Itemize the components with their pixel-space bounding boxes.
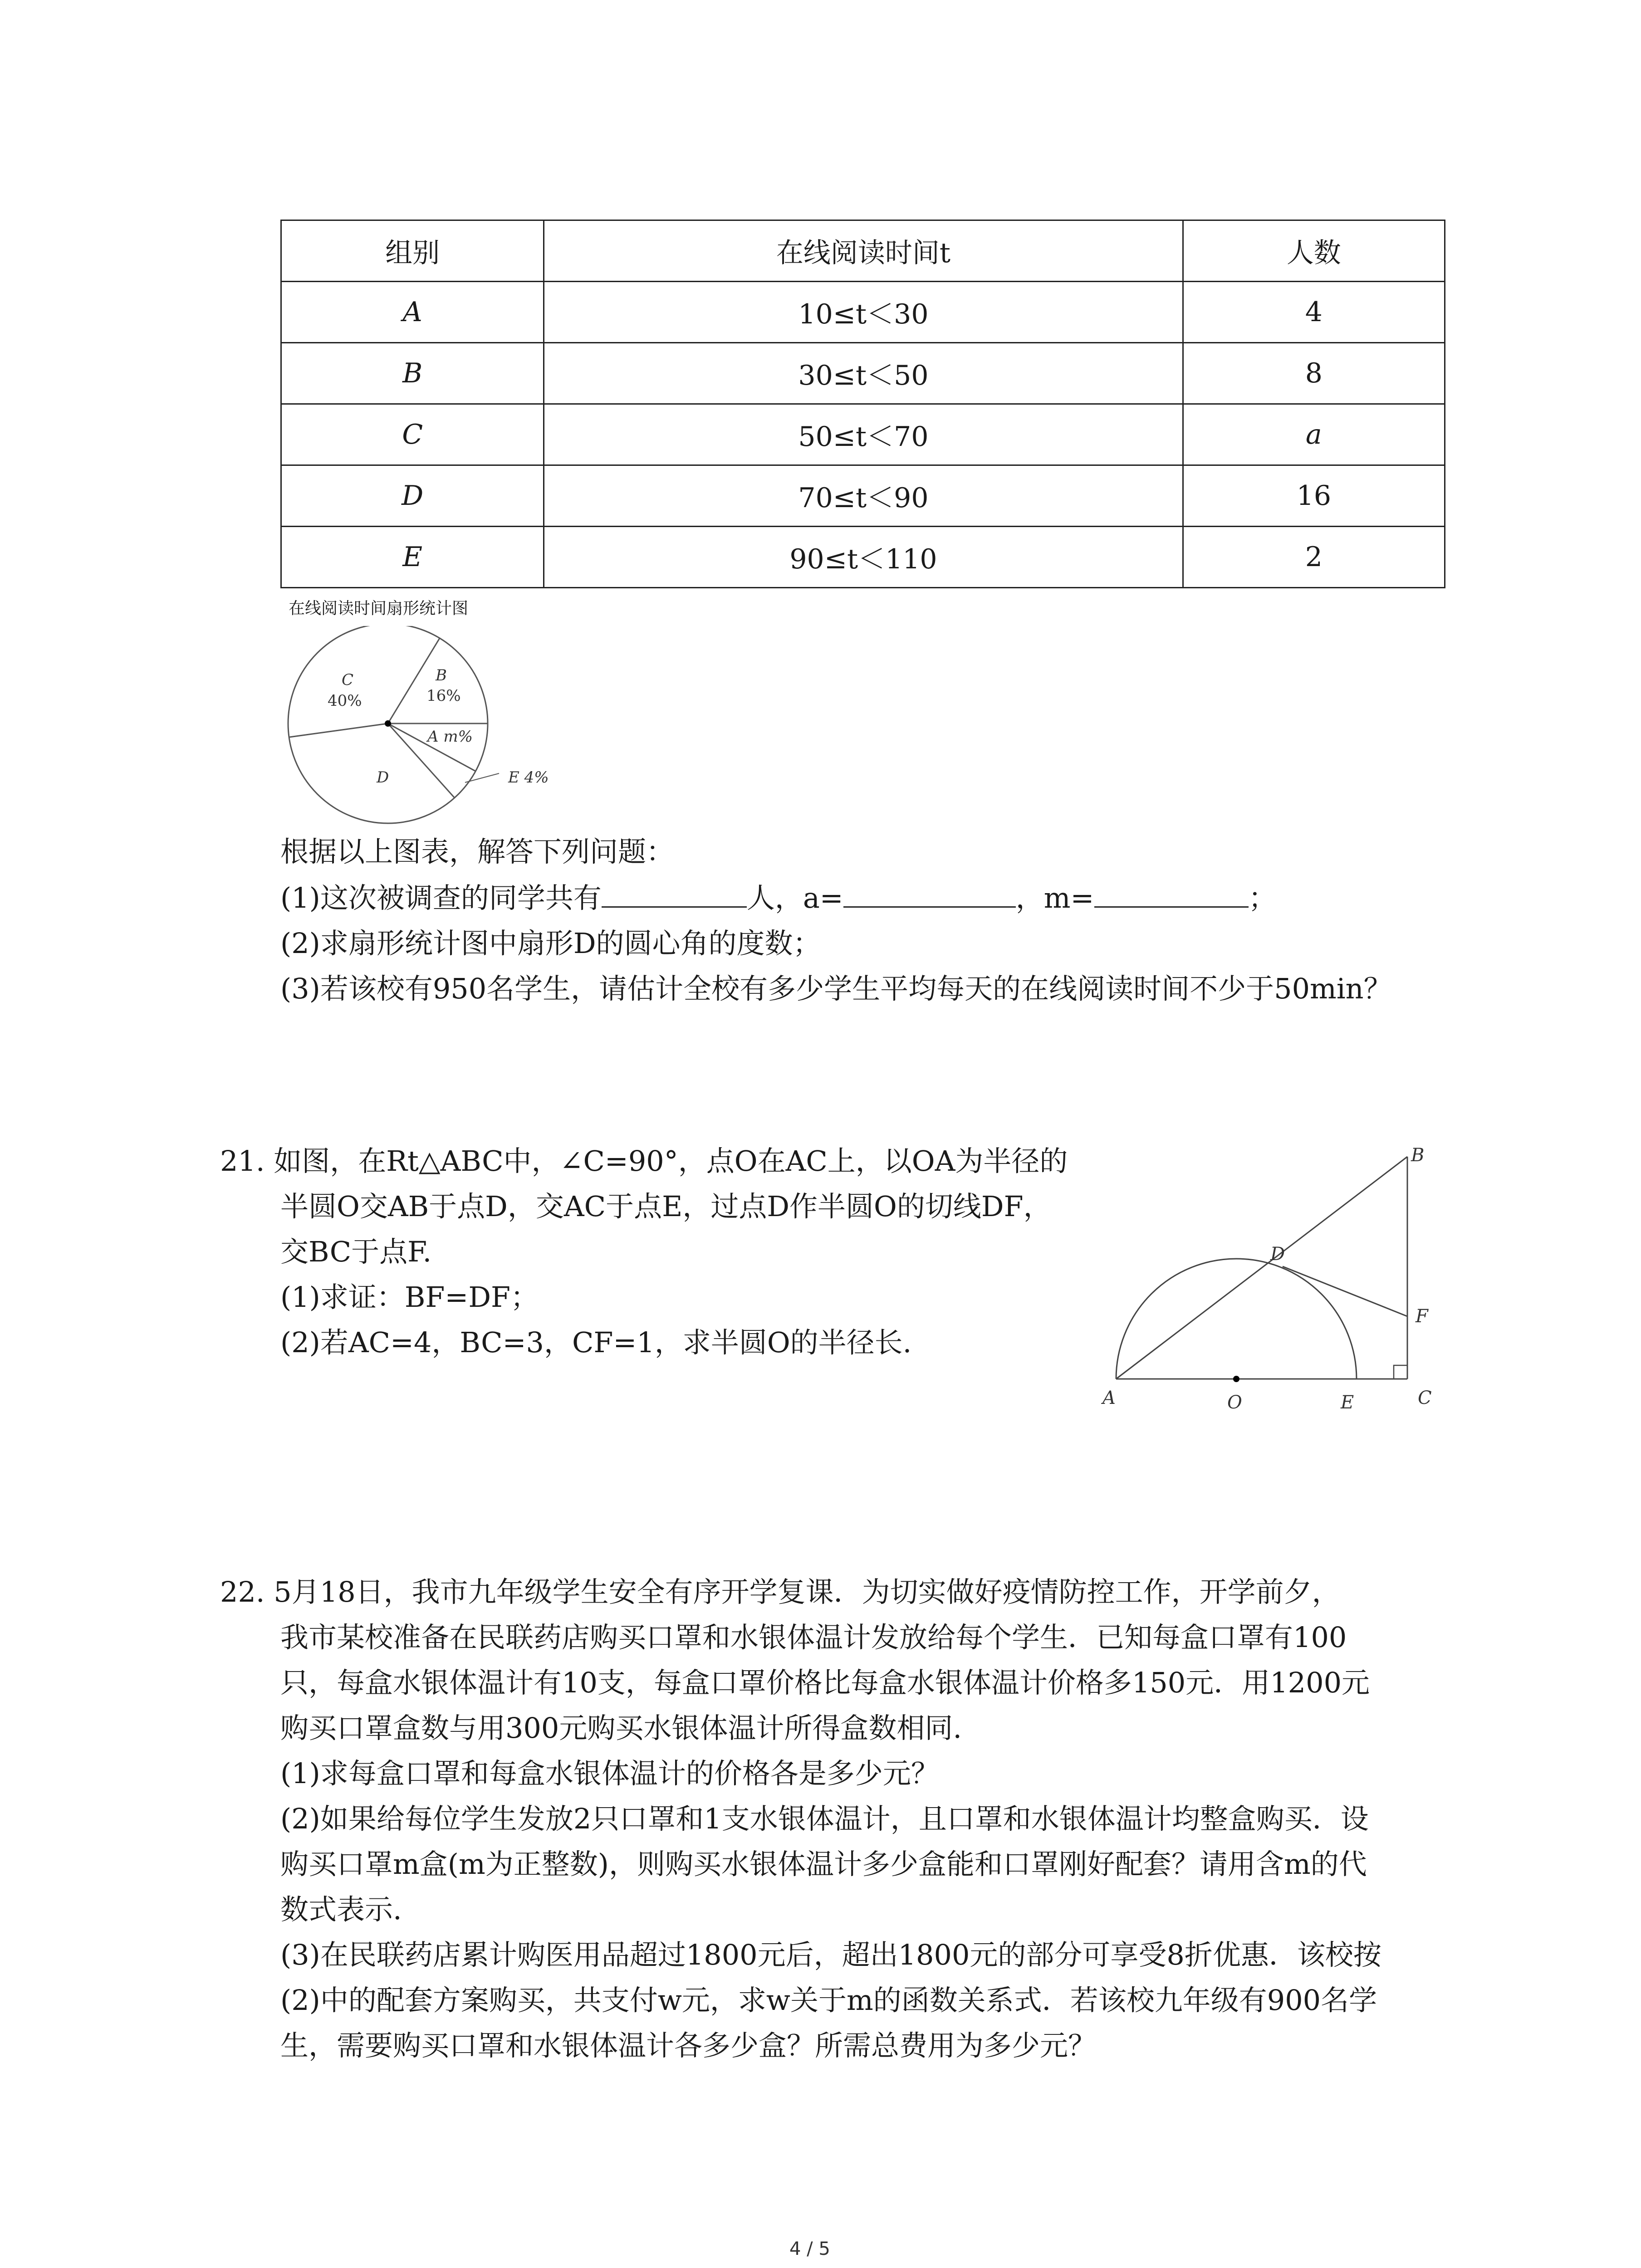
q20-part1-text: (1)这次被调查的同学共有 xyxy=(280,881,602,914)
point-label-e: E xyxy=(1341,1392,1354,1413)
q22-line: 22. 5月18日，我市九年级学生安全有序开学复课．为切实做好疫情防控工作，开学前夕， xyxy=(220,1575,1340,1608)
q22-part3: (3)在民联药店累计购医用品超过1800元后，超出1800元的部分可享受8折优惠．该校按 xyxy=(280,1938,1381,1971)
table-cell-range: 70≤t＜90 xyxy=(544,465,1183,527)
q22-line: 数式表示. xyxy=(280,1893,402,1926)
table-cell-count: 4 xyxy=(1183,282,1445,343)
center-point-o xyxy=(1233,1376,1239,1382)
table-row xyxy=(281,465,1445,527)
q20-part1-text: ，m= xyxy=(1015,881,1094,914)
table-row xyxy=(281,343,1445,404)
q20-part1-text: 人，a= xyxy=(746,881,843,914)
table-cell-count: 8 xyxy=(1183,343,1445,404)
table-cell-count: a xyxy=(1183,404,1445,465)
q22-line: 购买口罩m盒(m为正整数)，则购买水银体温计多少盒能和口罩刚好配套？请用含m的代 xyxy=(280,1848,1367,1881)
page-number: 4 / 5 xyxy=(789,2239,830,2259)
table-cell-count: 2 xyxy=(1183,527,1445,588)
q22-line: 生，需要购买口罩和水银体温计各多少盒？所需总费用为多少元？ xyxy=(280,2029,1097,2062)
pie-leader-line xyxy=(465,773,499,782)
pie-label-b: B xyxy=(436,666,447,684)
q20-part2: (2)求扇形统计图中扇形D的圆心角的度数； xyxy=(280,927,821,960)
pie-label-a: A m% xyxy=(427,728,473,746)
table-cell-range: 50≤t＜70 xyxy=(544,404,1183,465)
pie-chart xyxy=(281,626,608,835)
q20-part3: (3)若该校有950名学生，请估计全校有多少学生平均每天的在线阅读时间不少于50min？ xyxy=(280,972,1392,1005)
q21-part1: (1)求证：BF=DF； xyxy=(280,1281,539,1314)
pie-label-d: D xyxy=(377,768,389,787)
point-label-d: D xyxy=(1270,1244,1285,1265)
pie-divider xyxy=(388,638,440,723)
table-cell-range: 10≤t＜30 xyxy=(544,282,1183,343)
q20-part1 xyxy=(280,875,1277,921)
point-label-f: F xyxy=(1416,1306,1428,1327)
semicircle-o xyxy=(1116,1259,1357,1379)
pie-divider xyxy=(289,723,388,737)
q22-line: 只，每盒水银体温计有10支，每盒口罩价格比每盒水银体温计价格多150元．用1200元 xyxy=(280,1666,1370,1699)
point-label-c: C xyxy=(1418,1388,1432,1408)
table-cell-group: C xyxy=(281,404,544,465)
answer-blank-a[interactable] xyxy=(843,879,1016,908)
q21-line: 21. 如图，在Rt△ABC中，∠C=90°，点O在AC上，以OA为半径的 xyxy=(220,1144,1068,1178)
reading-time-table xyxy=(280,220,1445,588)
answer-blank-m[interactable] xyxy=(1094,879,1249,908)
point-label-b: B xyxy=(1411,1148,1425,1166)
q22-line: (2)中的配套方案购买，共支付w元，求w关于m的函数关系式．若该校九年级有900名学 xyxy=(280,1984,1377,2017)
table-cell-group: E xyxy=(281,527,544,588)
q22-line: 我市某校准备在民联药店购买口罩和水银体温计发放给每个学生．已知每盒口罩有100 xyxy=(280,1621,1347,1654)
right-angle-mark xyxy=(1394,1365,1407,1379)
table-row xyxy=(281,282,1445,343)
table-header-cell: 在线阅读时间t xyxy=(544,220,1183,282)
table-row xyxy=(281,404,1445,465)
tangent-df xyxy=(1283,1266,1407,1316)
table-cell-range: 30≤t＜50 xyxy=(544,343,1183,404)
q21-part2: (2)若AC=4，BC=3，CF=1，求半圆O的半径长. xyxy=(280,1326,912,1359)
pie-label-c-pct: 40% xyxy=(328,692,362,710)
table-header-cell: 人数 xyxy=(1183,220,1445,282)
geometry-figure xyxy=(1098,1148,1461,1429)
segment-ab xyxy=(1116,1157,1407,1379)
q21-line: 半圆O交AB于点D，交AC于点E，过点D作半圆O的切线DF， xyxy=(280,1190,1052,1223)
point-label-o: O xyxy=(1227,1392,1242,1413)
point-label-a: A xyxy=(1102,1388,1116,1408)
q22-part2: (2)如果给每位学生发放2只口罩和1支水银体温计，且口罩和水银体温计均整盒购买．设 xyxy=(280,1802,1369,1835)
q22-part1: (1)求每盒口罩和每盒水银体温计的价格各是多少元？ xyxy=(280,1757,939,1790)
pie-label-b-pct: 16% xyxy=(426,687,461,705)
table-cell-group: B xyxy=(281,343,544,404)
pie-label-c: C xyxy=(342,671,354,689)
q20-part1-text: ； xyxy=(1248,881,1277,914)
q22-line: 购买口罩盒数与用300元购买水银体温计所得盒数相同. xyxy=(280,1711,962,1745)
table-header-cell: 组别 xyxy=(281,220,544,282)
pie-center-dot xyxy=(385,720,391,727)
pie-chart-title: 在线阅读时间扇形统计图 xyxy=(289,599,469,618)
table-cell-group: A xyxy=(281,282,544,343)
table-row xyxy=(281,527,1445,588)
table-header-row xyxy=(281,220,1445,282)
q21-line: 交BC于点F. xyxy=(280,1235,432,1268)
table-cell-group: D xyxy=(281,465,544,527)
table-cell-range: 90≤t＜110 xyxy=(544,527,1183,588)
table-cell-count: 16 xyxy=(1183,465,1445,527)
pie-label-e: E 4% xyxy=(508,768,549,787)
q20-intro: 根据以上图表，解答下列问题： xyxy=(280,835,675,868)
answer-blank-total[interactable] xyxy=(602,879,747,908)
